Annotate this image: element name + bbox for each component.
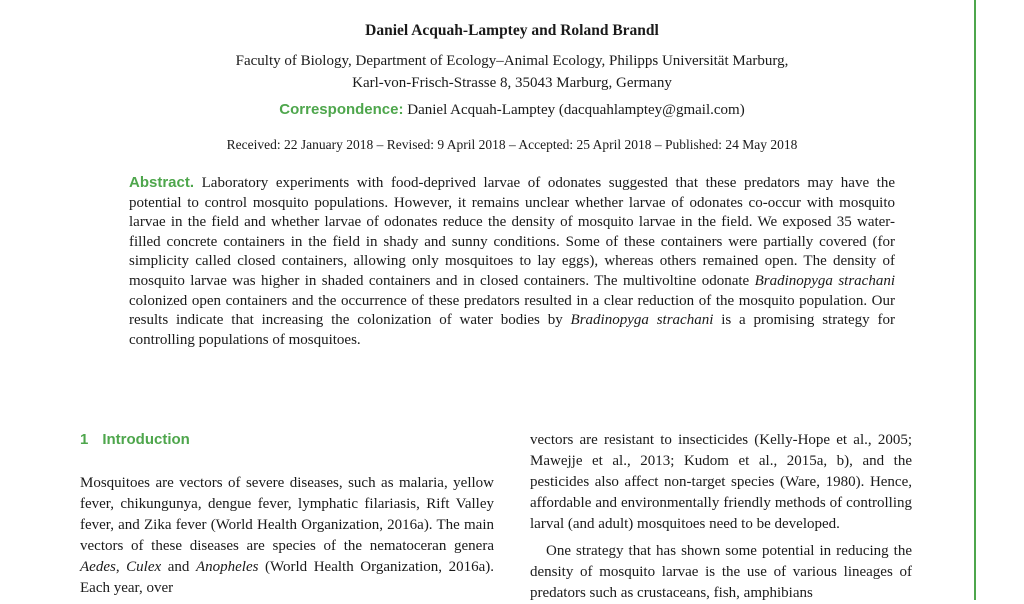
genus-anopheles: Anopheles <box>195 559 259 575</box>
genus-aedes: Aedes <box>80 559 116 575</box>
affiliation <box>0 50 1024 94</box>
abstract-species-2: Bradinopyga strachani <box>570 312 714 329</box>
abstract-label: Abstract. <box>129 174 195 191</box>
abstract <box>129 173 895 350</box>
genus-separator: , <box>115 559 120 575</box>
section-title: Introduction <box>102 431 190 448</box>
abstract-text-1: Laboratory experiments with food-deprived larvae of odonates suggested that these predators may have the potential to control mosquito populations. However, it remains unclear whether larvae of odonates co-occur with mosquito larvae in the field and whether larvae of odonates reduce the density of mosquito larvae in the field. We exposed 35 water-filled concrete containers in the field in shady and sunny conditions. Some of these containers were partially covered (for simplicity called closed containers, allowing only mosquitoes to lay eggs), whereas others remained open. The density of mosquito larvae was higher in shaded containers and in closed containers. The multivoltine odonate <box>129 175 896 289</box>
affiliation-line-1: Faculty of Biology, Department of Ecology–Animal Ecology, Philipps Universität Marburg, <box>235 53 789 69</box>
right-paragraph-2: One strategy that has shown some potential in reducing the density of mosquito larvae is the use of various lineages of predators such as crustaceans, fish, amphibians <box>530 543 912 601</box>
publication-dates: Received: 22 January 2018 – Revised: 9 April 2018 – Accepted: 25 April 2018 – Published: 24 May 2018 <box>226 137 798 152</box>
abstract-species-1: Bradinopyga strachani <box>754 272 896 289</box>
genus-and: and <box>167 559 190 575</box>
section-heading <box>80 431 190 448</box>
abstract-text-3: is a promising strategy for controlling populations of mosquitoes. <box>129 312 895 348</box>
correspondence <box>0 101 1024 119</box>
correspondence-text: Daniel Acquah-Lamptey (dacquahlamptey@gmail.com) <box>407 102 745 118</box>
intro-text-2: (World Health Organization, 2016a). Each year, over <box>80 559 495 596</box>
genus-culex: Culex <box>126 559 162 575</box>
section-number: 1 <box>80 431 89 448</box>
intro-paragraph <box>80 473 494 599</box>
abstract-text-2: colonized open containers and the occurrence of these predators resulted in a clear reduction of the mosquito population. Our results indicate that increasing the colonization of water bodies by <box>129 292 895 329</box>
intro-text-1: Mosquitoes are vectors of severe diseases, such as malaria, yellow fever, chikungunya, dengue fever, lymphatic filariasis, Rift Valley fever, and Zika fever (World Health Organization, 2016a). The main vectors of these diseases are species of the nematoceran genera <box>80 475 494 554</box>
authors: Daniel Acquah-Lamptey and Roland Brandl <box>365 22 659 39</box>
left-column <box>80 473 494 599</box>
correspondence-label: Correspondence: <box>279 101 404 118</box>
right-paragraph-1: vectors are resistant to insecticides (Kelly-Hope et al., 2005; Mawejje et al., 2013; Kudom et al., 2015a, b), and the pesticides also affect non-target species (Ware, 1980). Hence, affordable and environmentally friendly methods of controlling larval (and adult) mosquitoes need to be developed. <box>530 432 912 532</box>
right-column <box>530 430 912 604</box>
affiliation-line-2: Karl-von-Frisch-Strasse 8, 35043 Marburg, Germany <box>352 75 672 91</box>
